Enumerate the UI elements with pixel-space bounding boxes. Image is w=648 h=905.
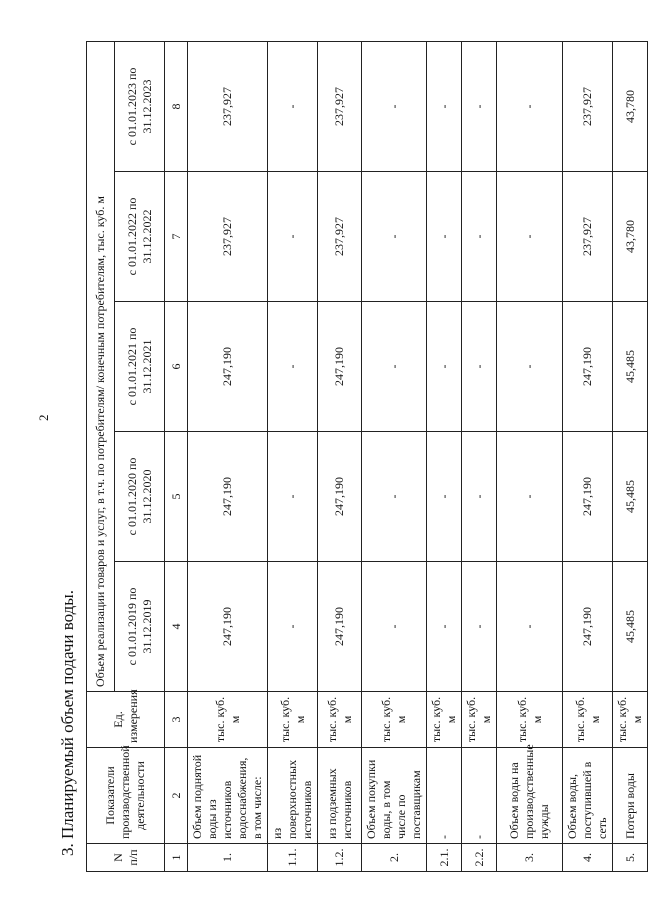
- row-value: 247,190: [188, 562, 268, 692]
- row-value: -: [268, 172, 318, 302]
- header-period: с 01.01.2021 по 31.12.2021: [115, 302, 165, 432]
- row-value: -: [268, 562, 318, 692]
- row-value: -: [462, 562, 497, 692]
- row-value: -: [427, 42, 462, 172]
- row-value: -: [268, 302, 318, 432]
- row-value: -: [427, 562, 462, 692]
- row-value: -: [427, 302, 462, 432]
- row-value: -: [462, 432, 497, 562]
- row-num: 2.2.: [462, 844, 497, 872]
- water-supply-plan-table: [86, 41, 648, 872]
- row-value: 45,485: [613, 432, 648, 562]
- column-number: 7: [165, 172, 188, 302]
- row-value: -: [362, 42, 427, 172]
- row-value: 237,927: [188, 42, 268, 172]
- row-value: 45,485: [613, 302, 648, 432]
- row-indicator: из поверхностных источников: [268, 748, 318, 844]
- header-unit: Ед. измерения: [87, 692, 165, 748]
- header-period: с 01.01.2020 по 31.12.2020: [115, 432, 165, 562]
- row-value: 247,190: [318, 432, 362, 562]
- row-value: 45,485: [613, 562, 648, 692]
- row-indicator: Объем покупки воды, в том числе по поставщикам: [362, 748, 427, 844]
- page-number: 2: [36, 414, 51, 421]
- row-unit: тыс. куб. м: [362, 692, 427, 748]
- table-row: [497, 42, 563, 872]
- table-row: [462, 42, 497, 872]
- row-value: -: [497, 42, 563, 172]
- row-value: 237,927: [318, 42, 362, 172]
- row-value: -: [362, 302, 427, 432]
- column-number: 4: [165, 562, 188, 692]
- row-value: -: [497, 302, 563, 432]
- column-number: 6: [165, 302, 188, 432]
- row-unit: тыс. куб. м: [318, 692, 362, 748]
- row-num: 1.1.: [268, 844, 318, 872]
- row-value: 237,927: [318, 172, 362, 302]
- row-value: 237,927: [563, 172, 613, 302]
- table-row: [318, 42, 362, 872]
- row-num: 1.: [188, 844, 268, 872]
- table-row: [188, 42, 268, 872]
- row-value: -: [427, 432, 462, 562]
- row-num: 2.: [362, 844, 427, 872]
- row-value: -: [462, 172, 497, 302]
- row-indicator: из подземных источников: [318, 748, 362, 844]
- row-indicator: Объем воды на производственные нужды: [497, 748, 563, 844]
- row-value: 247,190: [188, 432, 268, 562]
- section-heading: 3. Планируемый объем подачи воды.: [58, 590, 77, 856]
- row-num: 5.: [613, 844, 648, 872]
- row-value: -: [362, 172, 427, 302]
- row-value: 247,190: [318, 302, 362, 432]
- header-indicator: Показатели производственной деятельности: [87, 748, 165, 844]
- row-unit: тыс. куб. м: [188, 692, 268, 748]
- row-value: -: [268, 432, 318, 562]
- header-period: с 01.01.2023 по 31.12.2023: [115, 42, 165, 172]
- row-value: -: [362, 432, 427, 562]
- table-row: [268, 42, 318, 872]
- column-number: 3: [165, 692, 188, 748]
- row-unit: тыс. куб. м: [563, 692, 613, 748]
- column-number: 2: [165, 748, 188, 844]
- row-value: 43,780: [613, 42, 648, 172]
- row-value: 237,927: [188, 172, 268, 302]
- row-value: 237,927: [563, 42, 613, 172]
- row-value: 247,190: [563, 432, 613, 562]
- row-value: 247,190: [563, 562, 613, 692]
- row-indicator: -: [462, 748, 497, 844]
- table-row: [563, 42, 613, 872]
- row-num: 1.2.: [318, 844, 362, 872]
- row-unit: тыс. куб. м: [497, 692, 563, 748]
- header-period: с 01.01.2022 по 31.12.2022: [115, 172, 165, 302]
- row-value: 43,780: [613, 172, 648, 302]
- header-period: с 01.01.2019 по 31.12.2019: [115, 562, 165, 692]
- row-value: 247,190: [318, 562, 362, 692]
- row-unit: тыс. куб. м: [268, 692, 318, 748]
- header-group: Объем реализации товаров и услуг, в т.ч. по потребителям/ конечным потребителям, тыс. куб. м: [87, 42, 115, 692]
- row-value: -: [268, 42, 318, 172]
- row-value: -: [362, 562, 427, 692]
- row-value: 247,190: [563, 302, 613, 432]
- column-number: 1: [165, 844, 188, 872]
- row-indicator: -: [427, 748, 462, 844]
- row-value: -: [497, 562, 563, 692]
- row-indicator: Потери воды: [613, 748, 648, 844]
- table-row: [362, 42, 427, 872]
- table-row: [427, 42, 462, 872]
- row-unit: тыс. куб. м: [427, 692, 462, 748]
- rotated-page-content: [58, 42, 644, 872]
- row-value: -: [462, 302, 497, 432]
- table-row: [613, 42, 648, 872]
- column-number: 5: [165, 432, 188, 562]
- row-value: 247,190: [188, 302, 268, 432]
- row-value: -: [497, 172, 563, 302]
- row-unit: тыс. куб. м: [462, 692, 497, 748]
- row-num: 4.: [563, 844, 613, 872]
- row-value: -: [462, 42, 497, 172]
- row-value: -: [427, 172, 462, 302]
- row-indicator: Объем воды, поступившей в сеть: [563, 748, 613, 844]
- row-indicator: Объем поднятой воды из источников водоснабжения, в том числе:: [188, 748, 268, 844]
- row-num: 3.: [497, 844, 563, 872]
- row-num: 2.1.: [427, 844, 462, 872]
- header-num: N п/п: [87, 844, 165, 872]
- row-unit: тыс. куб. м: [613, 692, 648, 748]
- column-number: 8: [165, 42, 188, 172]
- column-number-row: [165, 42, 188, 872]
- row-value: -: [497, 432, 563, 562]
